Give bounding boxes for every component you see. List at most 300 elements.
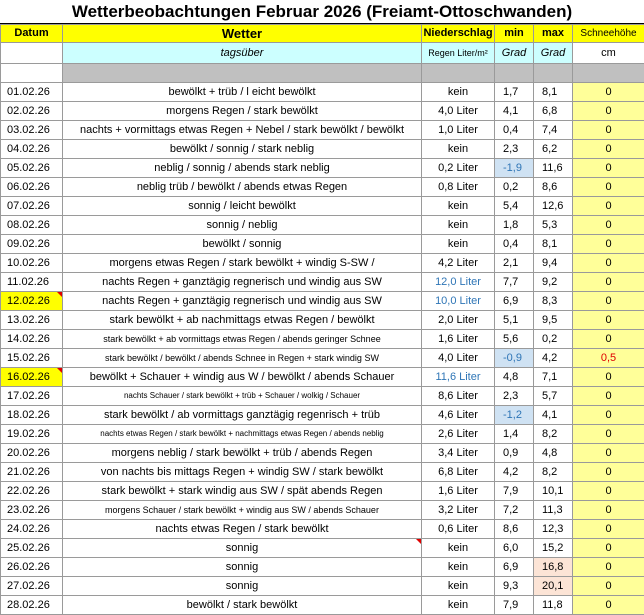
- snow-cell: [573, 254, 644, 273]
- weather-cell: [63, 216, 422, 235]
- max-temp-cell-text: 8,2: [542, 428, 557, 440]
- date-cell: [1, 539, 63, 558]
- max-temp-cell-text: 5,3: [542, 219, 557, 231]
- spacer-row: [1, 64, 644, 83]
- rain-cell-text: 1,6 Liter: [438, 333, 478, 345]
- snow-cell: [573, 121, 644, 140]
- date-cell-text: 10.02.26: [7, 257, 50, 269]
- weather-cell-text: von nachts bis mittags Regen + windig SW / stark bewölkt: [101, 466, 383, 478]
- max-temp-cell-text: 15,2: [542, 542, 563, 554]
- min-temp-cell-text: 0,4: [503, 124, 518, 136]
- min-temp-cell: [495, 501, 534, 520]
- min-temp-cell-text: 6,0: [503, 542, 518, 554]
- weather-cell: [63, 349, 422, 368]
- snow-cell-text: 0: [605, 295, 611, 307]
- table-row: [1, 444, 644, 463]
- max-temp-cell: [534, 159, 573, 178]
- max-temp-cell-text: 4,8: [542, 447, 557, 459]
- min-temp-cell: [495, 425, 534, 444]
- date-cell: [1, 121, 63, 140]
- rain-cell-text: 0,2 Liter: [438, 162, 478, 174]
- min-temp-cell: [495, 406, 534, 425]
- max-temp-cell: [534, 501, 573, 520]
- date-cell: [1, 197, 63, 216]
- min-temp-cell-text: 7,7: [503, 276, 518, 288]
- max-temp-cell: [534, 197, 573, 216]
- weather-cell: [63, 292, 422, 311]
- max-temp-cell: [534, 463, 573, 482]
- min-temp-cell-text: 6,9: [503, 295, 518, 307]
- table-row: [1, 121, 644, 140]
- table-row: [1, 102, 644, 121]
- weather-cell: [63, 577, 422, 596]
- snow-cell-text: 0: [605, 409, 611, 421]
- weather-cell-text: stark bewölkt + stark windig aus SW / spät abends Regen: [102, 485, 383, 497]
- weather-cell: [63, 121, 422, 140]
- min-temp-cell-text: 7,2: [503, 504, 518, 516]
- weather-cell-text: stark bewölkt + ab nachmittags etwas Regen / bewölkt: [109, 314, 374, 326]
- min-temp-cell-text: 4,1: [503, 105, 518, 117]
- max-temp-cell-text: 9,2: [542, 276, 557, 288]
- min-temp-cell: [495, 520, 534, 539]
- weather-cell-text: nachts Regen + ganztägig regnerisch und windig aus SW: [102, 276, 382, 288]
- table-row: [1, 140, 644, 159]
- weather-cell: [63, 444, 422, 463]
- weather-cell: [63, 178, 422, 197]
- snow-cell-text: 0: [605, 466, 611, 478]
- date-cell-text: 06.02.26: [7, 181, 50, 193]
- snow-cell: [573, 539, 644, 558]
- snow-cell: [573, 178, 644, 197]
- min-temp-cell-text: 4,8: [503, 371, 518, 383]
- date-cell-text: 09.02.26: [7, 238, 50, 250]
- subheader-row: [1, 43, 644, 64]
- rain-cell-text: kein: [448, 238, 468, 250]
- weather-cell: [63, 463, 422, 482]
- comment-marker-icon: [57, 292, 62, 297]
- date-cell: [1, 235, 63, 254]
- min-temp-cell-text: 9,3: [503, 580, 518, 592]
- weather-cell-text: sonnig: [226, 561, 258, 573]
- snow-cell: [573, 311, 644, 330]
- date-cell: [1, 482, 63, 501]
- header-row: [1, 25, 644, 43]
- snow-cell-text: 0: [605, 599, 611, 611]
- comment-marker-icon: [416, 539, 421, 544]
- weather-cell: [63, 406, 422, 425]
- weather-cell-text: bewölkt + Schauer + windig aus W / bewölkt / abends Schauer: [90, 371, 395, 383]
- table-row: [1, 501, 644, 520]
- rain-cell-text: 3,2 Liter: [438, 504, 478, 516]
- min-temp-cell-text: 1,8: [503, 219, 518, 231]
- min-temp-cell: [495, 102, 534, 121]
- snow-cell: [573, 444, 644, 463]
- date-cell-text: 17.02.26: [7, 390, 50, 402]
- weather-cell-text: nachts Schauer / stark bewölkt + trüb + Schauer / wolkig / Schauer: [124, 391, 360, 400]
- rain-cell-text: 4,0 Liter: [438, 105, 478, 117]
- snow-cell-text: 0: [605, 371, 611, 383]
- table-row: [1, 178, 644, 197]
- table-row: [1, 235, 644, 254]
- header-wetter: Wetter: [63, 25, 422, 43]
- snow-cell-text: 0: [605, 200, 611, 212]
- snow-cell-text: 0: [605, 580, 611, 592]
- weather-cell: [63, 558, 422, 577]
- snow-cell: [573, 349, 644, 368]
- table-row: [1, 311, 644, 330]
- max-temp-cell-text: 8,3: [542, 295, 557, 307]
- max-temp-cell-text: 20,1: [542, 580, 563, 592]
- snow-cell-text: 0: [605, 143, 611, 155]
- rain-cell: [422, 140, 495, 159]
- date-cell: [1, 330, 63, 349]
- date-cell: [1, 254, 63, 273]
- min-temp-cell-text: 8,6: [503, 523, 518, 535]
- table-row: [1, 482, 644, 501]
- min-temp-cell-text: 5,6: [503, 333, 518, 345]
- weather-cell-text: nachts etwas Regen / stark bewölkt: [155, 523, 328, 535]
- min-temp-cell: [495, 83, 534, 102]
- max-temp-cell: [534, 254, 573, 273]
- weather-cell: [63, 235, 422, 254]
- snow-cell-text: 0,5: [601, 352, 616, 364]
- snow-cell: [573, 406, 644, 425]
- weather-cell-text: morgens Schauer / stark bewölkt + windig aus SW / abends Schauer: [105, 505, 379, 515]
- date-cell-text: 18.02.26: [7, 409, 50, 421]
- snow-cell-text: 0: [605, 105, 611, 117]
- min-temp-cell-text: 2,1: [503, 257, 518, 269]
- date-cell-text: 21.02.26: [7, 466, 50, 478]
- snow-cell-text: 0: [605, 504, 611, 516]
- min-temp-cell: [495, 368, 534, 387]
- date-cell: [1, 406, 63, 425]
- max-temp-cell-text: 7,4: [542, 124, 557, 136]
- snow-cell: [573, 235, 644, 254]
- rain-cell-text: 12,0 Liter: [435, 276, 481, 288]
- table-row: [1, 387, 644, 406]
- max-temp-cell-text: 5,7: [542, 390, 557, 402]
- max-temp-cell: [534, 425, 573, 444]
- rain-cell-text: 10,0 Liter: [435, 295, 481, 307]
- max-temp-cell-text: 8,2: [542, 466, 557, 478]
- min-temp-cell-text: 2,3: [503, 143, 518, 155]
- rain-cell: [422, 330, 495, 349]
- date-cell: [1, 311, 63, 330]
- date-cell: [1, 140, 63, 159]
- date-cell: [1, 102, 63, 121]
- date-cell-text: 22.02.26: [7, 485, 50, 497]
- date-cell: [1, 425, 63, 444]
- min-temp-cell: [495, 311, 534, 330]
- date-cell: [1, 178, 63, 197]
- max-temp-cell: [534, 349, 573, 368]
- date-cell: [1, 349, 63, 368]
- table-row: [1, 406, 644, 425]
- rain-cell-text: 1,6 Liter: [438, 485, 478, 497]
- min-temp-cell-text: 4,2: [503, 466, 518, 478]
- snow-cell: [573, 558, 644, 577]
- max-temp-cell-text: 4,1: [542, 409, 557, 421]
- rain-cell: [422, 482, 495, 501]
- min-temp-cell-text: 1,7: [503, 86, 518, 98]
- max-temp-cell: [534, 140, 573, 159]
- weather-cell: [63, 482, 422, 501]
- max-temp-cell: [534, 482, 573, 501]
- date-cell-text: 25.02.26: [7, 542, 50, 554]
- rain-cell: [422, 254, 495, 273]
- rain-cell-text: 6,8 Liter: [438, 466, 478, 478]
- snow-cell-text: 0: [605, 390, 611, 402]
- max-temp-cell-text: 8,6: [542, 181, 557, 193]
- max-temp-cell-text: 0,2: [542, 333, 557, 345]
- table-row: [1, 368, 644, 387]
- max-temp-cell: [534, 330, 573, 349]
- weather-cell-text: nachts etwas Regen / stark bewölkt + nachmittags etwas Regen / abends neblig: [100, 429, 384, 438]
- rain-cell: [422, 558, 495, 577]
- rain-cell-text: kein: [448, 200, 468, 212]
- date-cell-text: 04.02.26: [7, 143, 50, 155]
- rain-cell: [422, 387, 495, 406]
- max-temp-cell: [534, 577, 573, 596]
- weather-cell-text: nachts + vormittags etwas Regen + Nebel / stark bewölkt / bewölkt: [80, 124, 404, 136]
- max-temp-cell: [534, 311, 573, 330]
- min-temp-cell-text: 7,9: [503, 599, 518, 611]
- rain-cell: [422, 311, 495, 330]
- subheader-schnee: cm: [573, 43, 644, 64]
- snow-cell: [573, 216, 644, 235]
- subheader-datum: [1, 43, 63, 64]
- rain-cell: [422, 178, 495, 197]
- table-row: [1, 197, 644, 216]
- min-temp-cell-text: -1,2: [503, 409, 522, 421]
- max-temp-cell-text: 6,8: [542, 105, 557, 117]
- date-cell-text: 08.02.26: [7, 219, 50, 231]
- date-cell: [1, 520, 63, 539]
- max-temp-cell: [534, 292, 573, 311]
- rain-cell: [422, 235, 495, 254]
- date-cell-text: 07.02.26: [7, 200, 50, 212]
- max-temp-cell: [534, 368, 573, 387]
- rain-cell-text: 8,6 Liter: [438, 390, 478, 402]
- max-temp-cell-text: 12,6: [542, 200, 563, 212]
- snow-cell: [573, 273, 644, 292]
- rain-cell-text: 4,6 Liter: [438, 409, 478, 421]
- rain-cell-text: 0,8 Liter: [438, 181, 478, 193]
- snow-cell-text: 0: [605, 561, 611, 573]
- min-temp-cell-text: 5,4: [503, 200, 518, 212]
- snow-cell-text: 0: [605, 314, 611, 326]
- min-temp-cell: [495, 330, 534, 349]
- snow-cell: [573, 292, 644, 311]
- date-cell: [1, 463, 63, 482]
- date-cell-text: 28.02.26: [7, 599, 50, 611]
- snow-cell-text: 0: [605, 124, 611, 136]
- date-cell-text: 24.02.26: [7, 523, 50, 535]
- min-temp-cell-text: 0,2: [503, 181, 518, 193]
- min-temp-cell: [495, 463, 534, 482]
- table-row: [1, 292, 644, 311]
- rain-cell: [422, 102, 495, 121]
- header-niederschlag: Niederschlag: [422, 25, 495, 43]
- max-temp-cell: [534, 539, 573, 558]
- rain-cell: [422, 349, 495, 368]
- snow-cell: [573, 501, 644, 520]
- snow-cell: [573, 330, 644, 349]
- min-temp-cell: [495, 349, 534, 368]
- header-datum: Datum: [1, 25, 63, 43]
- max-temp-cell-text: 8,1: [542, 86, 557, 98]
- snow-cell: [573, 83, 644, 102]
- table-row: [1, 83, 644, 102]
- page-title: Wetterbeobachtungen Februar 2026 (Freiamt-Ottoschwanden): [0, 0, 644, 24]
- min-temp-cell-text: 6,9: [503, 561, 518, 573]
- min-temp-cell-text: 7,9: [503, 485, 518, 497]
- date-cell-text: 01.02.26: [7, 86, 50, 98]
- rain-cell-text: kein: [448, 599, 468, 611]
- date-cell-text: 13.02.26: [7, 314, 50, 326]
- max-temp-cell: [534, 121, 573, 140]
- snow-cell-text: 0: [605, 219, 611, 231]
- snow-cell: [573, 482, 644, 501]
- date-cell-text: 23.02.26: [7, 504, 50, 516]
- max-temp-cell: [534, 102, 573, 121]
- max-temp-cell-text: 10,1: [542, 485, 563, 497]
- min-temp-cell: [495, 159, 534, 178]
- snow-cell-text: 0: [605, 447, 611, 459]
- weather-cell: [63, 330, 422, 349]
- max-temp-cell: [534, 178, 573, 197]
- rain-cell: [422, 463, 495, 482]
- header-max: max: [534, 25, 573, 43]
- date-cell: [1, 501, 63, 520]
- min-temp-cell: [495, 539, 534, 558]
- min-temp-cell: [495, 140, 534, 159]
- min-temp-cell-text: 0,4: [503, 238, 518, 250]
- rain-cell-text: kein: [448, 561, 468, 573]
- min-temp-cell: [495, 235, 534, 254]
- date-cell: [1, 387, 63, 406]
- min-temp-cell: [495, 387, 534, 406]
- date-cell-text: 12.02.26: [7, 295, 50, 307]
- min-temp-cell: [495, 558, 534, 577]
- weather-table: [0, 24, 644, 615]
- snow-cell-text: 0: [605, 257, 611, 269]
- date-cell: [1, 292, 63, 311]
- weather-cell: [63, 197, 422, 216]
- max-temp-cell: [534, 235, 573, 254]
- rain-cell-text: 2,6 Liter: [438, 428, 478, 440]
- rain-cell: [422, 197, 495, 216]
- date-cell: [1, 216, 63, 235]
- table-row: [1, 558, 644, 577]
- rain-cell-text: kein: [448, 580, 468, 592]
- weather-cell-text: nachts Regen + ganztägig regnerisch und windig aus SW: [102, 295, 382, 307]
- weather-cell: [63, 102, 422, 121]
- rain-cell-text: kein: [448, 86, 468, 98]
- date-cell: [1, 159, 63, 178]
- snow-cell-text: 0: [605, 181, 611, 193]
- min-temp-cell: [495, 216, 534, 235]
- rain-cell: [422, 83, 495, 102]
- date-cell-text: 15.02.26: [7, 352, 50, 364]
- weather-cell: [63, 83, 422, 102]
- weather-cell-text: morgens Regen / stark bewölkt: [166, 105, 318, 117]
- weather-cell: [63, 311, 422, 330]
- max-temp-cell-text: 11,3: [542, 504, 563, 516]
- rain-cell-text: 11,6 Liter: [435, 371, 480, 383]
- subheader-max: Grad: [534, 43, 573, 64]
- snow-cell: [573, 159, 644, 178]
- snow-cell-text: 0: [605, 485, 611, 497]
- table-row: [1, 273, 644, 292]
- table-row: [1, 254, 644, 273]
- snow-cell: [573, 102, 644, 121]
- rain-cell: [422, 539, 495, 558]
- weather-cell: [63, 501, 422, 520]
- weather-cell-text: neblig trüb / bewölkt / abends etwas Regen: [137, 181, 347, 193]
- date-cell-text: 14.02.26: [7, 333, 50, 345]
- min-temp-cell-text: -1,9: [503, 162, 522, 174]
- max-temp-cell: [534, 83, 573, 102]
- min-temp-cell: [495, 482, 534, 501]
- max-temp-cell-text: 6,2: [542, 143, 557, 155]
- weather-cell-text: neblig / sonnig / abends stark neblig: [154, 162, 330, 174]
- date-cell: [1, 273, 63, 292]
- rain-cell: [422, 159, 495, 178]
- comment-marker-icon: [57, 368, 62, 373]
- weather-cell-text: stark bewölkt + ab vormittags etwas Regen / abends geringer Schnee: [103, 334, 380, 344]
- rain-cell-text: 3,4 Liter: [438, 447, 478, 459]
- max-temp-cell-text: 7,1: [542, 371, 557, 383]
- weather-cell-text: morgens etwas Regen / stark bewölkt + windig S-SW /: [109, 257, 374, 269]
- min-temp-cell: [495, 197, 534, 216]
- max-temp-cell: [534, 520, 573, 539]
- snow-cell: [573, 520, 644, 539]
- rain-cell-text: 1,0 Liter: [438, 124, 478, 136]
- max-temp-cell: [534, 387, 573, 406]
- weather-cell: [63, 159, 422, 178]
- weather-cell-text: stark bewölkt / bewölkt / abends Schnee in Regen + stark windig SW: [105, 353, 379, 363]
- table-row: [1, 520, 644, 539]
- weather-cell: [63, 539, 422, 558]
- date-cell: [1, 444, 63, 463]
- max-temp-cell-text: 9,5: [542, 314, 557, 326]
- date-cell: [1, 83, 63, 102]
- rain-cell: [422, 520, 495, 539]
- min-temp-cell-text: 1,4: [503, 428, 518, 440]
- weather-cell-text: bewölkt / stark bewölkt: [187, 599, 298, 611]
- date-cell-text: 20.02.26: [7, 447, 50, 459]
- min-temp-cell: [495, 292, 534, 311]
- table-row: [1, 159, 644, 178]
- snow-cell-text: 0: [605, 428, 611, 440]
- rain-cell-text: kein: [448, 219, 468, 231]
- date-cell-text: 11.02.26: [7, 276, 49, 288]
- weather-cell: [63, 368, 422, 387]
- date-cell: [1, 368, 63, 387]
- max-temp-cell-text: 11,6: [542, 162, 563, 174]
- subheader-wetter: tagsüber: [63, 43, 422, 64]
- rain-cell-text: 4,0 Liter: [438, 352, 478, 364]
- snow-cell: [573, 425, 644, 444]
- subheader-min: Grad: [495, 43, 534, 64]
- date-cell: [1, 558, 63, 577]
- snow-cell-text: 0: [605, 276, 611, 288]
- weather-cell-text: sonnig: [226, 580, 258, 592]
- min-temp-cell: [495, 121, 534, 140]
- rain-cell: [422, 577, 495, 596]
- snow-cell-text: 0: [605, 333, 611, 345]
